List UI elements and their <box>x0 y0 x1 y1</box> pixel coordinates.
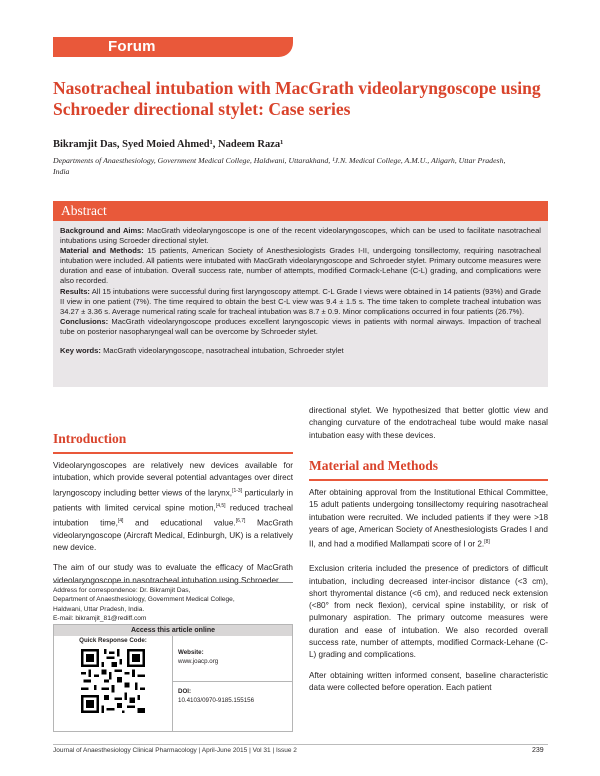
correspondence-address-1: Department of Anaesthesiology, Government Medical College, <box>53 596 235 604</box>
continued-paragraph: directional stylet. We hypothesized that better glottic view and changing curvature of the endotracheal tube would make nasal intubation easy with these devices. <box>309 406 548 440</box>
intro-text-d: and educational value. <box>123 518 236 528</box>
citation[interactable]: [1-3] <box>232 487 243 494</box>
background-text: MacGrath videolaryngoscope is one of the recent videolaryngoscopes, which can be used to facilitate nasotracheal intubations using Scroeder directional stylet. <box>60 226 541 246</box>
intro-text-c: reduced tracheal intubation time, <box>53 503 293 528</box>
footer-rule <box>53 744 548 745</box>
access-online-box <box>53 624 293 732</box>
abstract-keywords <box>60 346 541 356</box>
citation[interactable]: [4,5] <box>215 502 226 509</box>
correspondence-line <box>53 586 293 595</box>
results-text: All 15 intubations were successful during first laryngoscopy attempt. C-L Grade I views were obtained in 14 patients (93%) and Grade II view in one patient (7%). The time required to obtain the best C-L view was 9.4 ± 1.5 s. The time taken to complete tracheal intubation was 34.27 ± 3.36 s. Average numerical rating scale for tracheal intubation was 8.7 ± 0.9. Minor complications occurred in four patients (26.7%). <box>60 286 541 316</box>
footer-journal: Journal of Anaesthesiology Clinical Pharmacology | April-June 2015 | Vol 31 | Issue 2 <box>53 747 297 754</box>
abstract-conclusions <box>60 317 541 337</box>
keywords-text: MacGrath videolaryngoscope, nasotracheal intubation, Schroeder stylet <box>103 346 344 356</box>
correspondence-name: Dr. Bikramjit Das, <box>139 587 191 594</box>
intro-text-e: MacGrath videolaryngoscope (Aircraft Medical, Edinburgh, UK) is a relatively new device. <box>53 518 293 552</box>
correspondence-block <box>53 582 293 624</box>
conclusions-label: Conclusions: <box>60 316 109 326</box>
abstract-header <box>53 201 548 221</box>
intro-text-b: particularly in patients with limited cervical spine motion, <box>53 488 293 513</box>
section-label: Forum <box>108 38 156 55</box>
correspondence-address-2: Haldwani, Uttar Pradesh, India. <box>53 605 145 613</box>
intro-text-a: Videolaryngoscopes are relatively new devices available for intubation, which provide several potential advantages over direct laryngoscopy including better views of the larynx, <box>53 461 293 498</box>
website-label: Website: <box>178 649 204 656</box>
article-title: Nasotracheal intubation with MacGrath videolaryngoscope using Schroeder directional stylet: Case series <box>53 78 541 119</box>
author-list: Bikramjit Das, Syed Moied Ahmed¹, Nadeem Raza¹ <box>53 139 284 150</box>
abstract-heading: Abstract <box>61 203 107 218</box>
website-link[interactable]: www.joacp.org <box>178 658 219 665</box>
conclusions-text: MacGrath videolaryngoscope produces excellent laryngoscopic views in patients with normal airways. Impaction of tracheal tube on posterior nasopharyngeal wall can be overcome by Schroeder stylet. <box>60 316 541 336</box>
citation[interactable]: [4] <box>117 517 124 524</box>
page-number: 239 <box>532 747 544 754</box>
methods-rule <box>309 479 548 481</box>
methods-text: 15 patients, American Society of Anesthesiologists Grades I-II, undergoing tonsillectomy, requiring nasotracheal intubation were included. All patients were intubated with MacGrath videolaryngoscope and Schroeder stylet. Primary outcome measures were duration and ease of intubation. Overall success rate, number of attempts, modified Cormack-Lehane (C-L) grading, and complications were also recorded. <box>60 246 541 286</box>
divider <box>172 681 293 682</box>
right-column-continued <box>309 405 548 450</box>
results-label: Results: <box>60 286 90 296</box>
intro-paragraph-1 <box>53 460 293 554</box>
keywords-label: Key words: <box>60 346 101 356</box>
doi-link[interactable]: 10.4103/0970-9185.155156 <box>178 697 255 704</box>
abstract-results <box>60 287 541 317</box>
correspondence-email[interactable]: E-mail: bikramjit_81@rediff.com <box>53 615 147 623</box>
methods-paragraph-1 <box>309 487 548 551</box>
introduction-body <box>53 460 293 595</box>
abstract-background <box>60 226 541 246</box>
divider <box>172 636 173 732</box>
qr-label: Quick Response Code: <box>79 637 147 644</box>
access-heading: Access this article online <box>54 625 292 636</box>
affiliation: Departments of Anaesthesiology, Government Medical College, Haldwani, Uttarakhand, ¹J.N. Medical College, A.M.U., Aligarh, Uttar Pradesh, India <box>53 156 506 176</box>
methods-paragraph-3: After obtaining written informed consent, baseline characteristic data were collected before operation. Each patient <box>309 670 548 692</box>
doi-label: DOI: <box>178 688 192 695</box>
background-label: Background and Aims: <box>60 226 145 235</box>
intro-paragraph-2: The aim of our study was to evaluate the efficacy of MacGrath videolaryngoscope in nasotracheal intubation using Schroeder <box>53 563 293 585</box>
introduction-rule <box>53 452 293 454</box>
methods-heading: Material and Methods <box>309 458 438 473</box>
correspondence-label: Address for correspondence: <box>53 587 138 594</box>
section-banner <box>53 37 293 57</box>
abstract-methods <box>60 246 541 286</box>
citation[interactable]: [6,7] <box>235 517 246 524</box>
citation[interactable]: [8] <box>484 539 490 546</box>
methods-body <box>309 487 548 702</box>
methods-label: Material and Methods: <box>60 246 144 256</box>
introduction-heading: Introduction <box>53 431 127 446</box>
methods-text-1: After obtaining approval from the Institutional Ethical Committee, 15 adult patients undergoing tonsillectomy requiring nasotracheal intubation were recruited. We included patients if they were >18 years of age, American Society of Anesthesiologists Grades I and II, and had a modified Mallampati score of I or 2. <box>309 488 548 549</box>
methods-paragraph-2: Exclusion criteria included the presence of predictors of difficult intubation, including decreased inter-incisor distance (<3 cm), short thyromental distance (<6 cm), and reduced neck extension (<80° from neck flexion), cervical spine instability, or risk of pulmonary aspiration. The primary outcome measures were duration and ease of intubation. We also recorded overall success rate, number of attempts, modified Cormack-Lehane (C-L) grading and complications. <box>309 564 548 660</box>
qr-code-icon[interactable] <box>81 649 145 713</box>
abstract-body <box>53 221 548 387</box>
